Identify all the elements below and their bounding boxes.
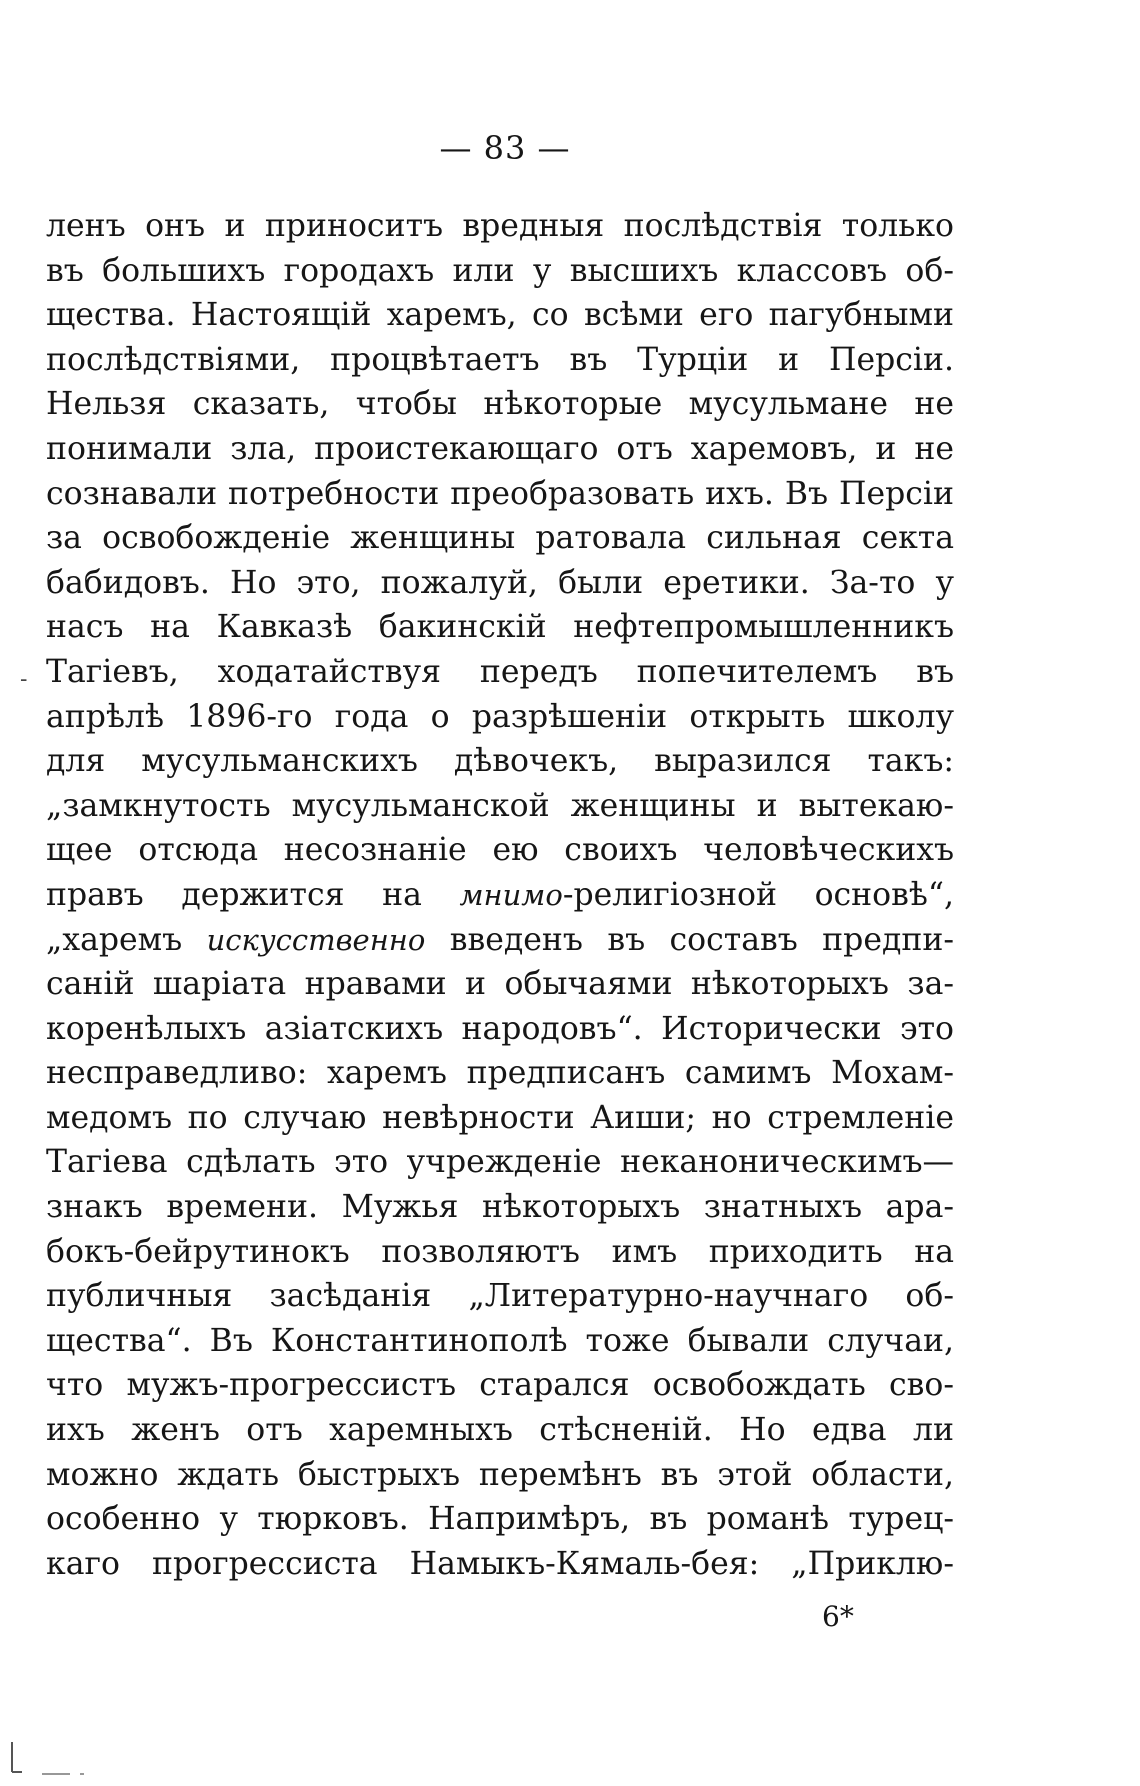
text-segment: -религіозной основѣ“,: [562, 876, 954, 913]
text-segment: введенъ въ составъ предпи-: [425, 921, 954, 958]
text-line: Тагіева сдѣлать это учрежденіе неканоническимъ—: [46, 1144, 954, 1181]
text-line: сознавали потребности преобразовать ихъ. Въ Персіи: [46, 475, 954, 512]
text-line: саній шаріата нравами и обычаями нѣкоторыхъ за-: [46, 966, 954, 1003]
margin-mark: -: [20, 667, 28, 692]
text-line: бокъ-бейрутинокъ позволяютъ имъ приходить на: [46, 1233, 954, 1270]
text-line: въ большихъ городахъ или у высшихъ классовъ об-: [46, 252, 954, 289]
text-line: понимали зла, проистекающаго отъ харемовъ, и не: [46, 430, 954, 467]
text-line-with-italic: [46, 918, 954, 963]
page-number: — 83 —: [439, 129, 571, 167]
text-line: для мусульманскихъ дѣвочекъ, выразился такъ:: [46, 743, 954, 780]
text-line: знакъ времени. Мужья нѣкоторыхъ знатныхъ ара-: [46, 1189, 954, 1226]
text-line: бабидовъ. Но это, пожалуй, были еретики. За-то у: [46, 564, 954, 601]
text-line: „замкнутость мусульманской женщины и вытекаю-: [46, 787, 954, 824]
text-line: коренѣлыхъ азіатскихъ народовъ“. Исторически это: [46, 1010, 954, 1047]
text-line: послѣдствіями, процвѣтаетъ въ Турціи и Персіи.: [46, 341, 954, 378]
text-line: апрѣлѣ 1896-го года о разрѣшеніи открыть школу: [46, 698, 954, 735]
text-line: щества. Настоящій харемъ, со всѣми его пагубными: [46, 297, 954, 334]
text-line: ленъ онъ и приноситъ вредныя послѣдствія только: [46, 208, 954, 244]
body-text: [46, 204, 954, 1586]
italic-word: искусственно: [206, 922, 426, 957]
text-line: медомъ по случаю невѣрности Аиши; но стремленіе: [46, 1099, 954, 1136]
printer-signature-mark: 6*: [822, 1600, 854, 1633]
text-segment: правъ держится на: [46, 876, 460, 913]
text-line: можно ждать быстрыхъ перемѣнъ въ этой области,: [46, 1456, 954, 1493]
text-line: несправедливо: харемъ предписанъ самимъ Мохам-: [46, 1055, 954, 1092]
text-line: каго прогрессиста Намыкъ-Кямаль-бея: „Приклю-: [46, 1545, 954, 1582]
text-line: ихъ женъ отъ харемныхъ стѣсненій. Но едва ли: [46, 1412, 954, 1449]
text-line: публичныя засѣданія „Литературно-научнаго об-: [46, 1278, 954, 1315]
text-line-with-italic: [46, 873, 954, 918]
italic-word: мнимо: [459, 877, 563, 912]
scan-corner-mark: [8, 1738, 98, 1778]
text-line: Тагіевъ, ходатайствуя передъ попечителемъ въ: [46, 653, 954, 690]
text-line: за освобожденіе женщины ратовала сильная секта: [46, 520, 954, 557]
text-line: щества“. Въ Константинополѣ тоже бывали случаи,: [46, 1322, 954, 1359]
text-line: что мужъ-прогрессистъ старался освобождать сво-: [46, 1367, 954, 1404]
text-line: щее отсюда несознаніе ею своихъ человѣческихъ: [46, 832, 954, 869]
text-line: насъ на Кавказѣ бакинскій нефтепромышленникъ: [46, 609, 954, 646]
text-line: Нельзя сказать, чтобы нѣкоторые мусульмане не: [46, 386, 954, 423]
text-segment: „харемъ: [46, 921, 207, 958]
text-line: особенно у тюрковъ. Напримѣръ, въ романѣ турец-: [46, 1501, 954, 1538]
